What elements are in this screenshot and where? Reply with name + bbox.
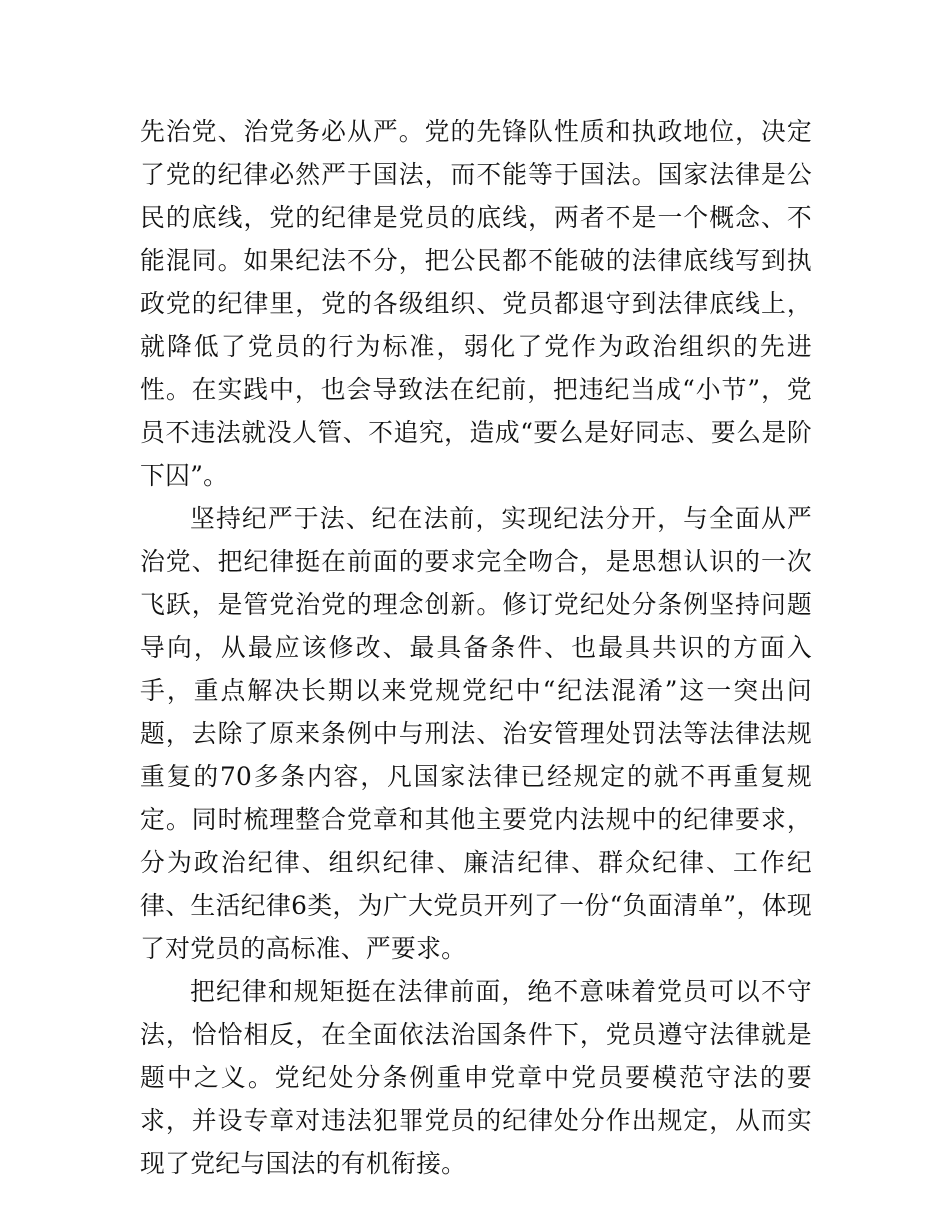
paragraph-abide-by-law: 把纪律和规矩挺在法律前面，绝不意味着党员可以不守法，恰恰相反，在全面依法治国条件下，党员遵守法律就是题中之义。党纪处分条例重申党章中党员要模范守法的要求，并设专章对违法犯罪党员的纪律处分作出规定，从而实现了党纪与国法的有机衔接。 xyxy=(140,977,812,1178)
paragraph-discipline-before-law: 坚持纪严于法、纪在法前，实现纪法分开，与全面从严治党、把纪律挺在前面的要求完全吻合，是思想认识的一次飞跃，是管党治党的理念创新。修订党纪处分条例坚持问题导向，从最应该修改、最具备条件、也最具共识的方面入手，重点解决长期以来党规党纪中“纪法混淆”这一突出问题，去除了原来条例中与刑法、治安管理处罚法等法律法规重复的70多条内容，凡国家法律已经规定的就不再重复规定。同时梳理整合党章和其他主要党内法规中的纪律要求，分为政治纪律、组织纪律、廉洁纪律、群众纪律、工作纪律、生活纪律6类，为广大党员开列了一份“负面清单”，体现了对党员的高标准、严要求。 xyxy=(140,504,812,963)
paragraph-continued: 先治党、治党务必从严。党的先锋队性质和执政地位，决定了党的纪律必然严于国法，而不能等于国法。国家法律是公民的底线，党的纪律是党员的底线，两者不是一个概念、不能混同。如果纪法不分，把公民都不能破的法律底线写到执政党的纪律里，党的各级组织、党员都退守到法律底线上，就降低了党员的行为标准，弱化了党作为政治组织的先进性。在实践中，也会导致法在纪前，把违纪当成“小节”，党员不违法就没人管、不追究，造成“要么是好同志、要么是阶下囚”。 xyxy=(140,117,812,490)
document-body xyxy=(140,110,812,1185)
